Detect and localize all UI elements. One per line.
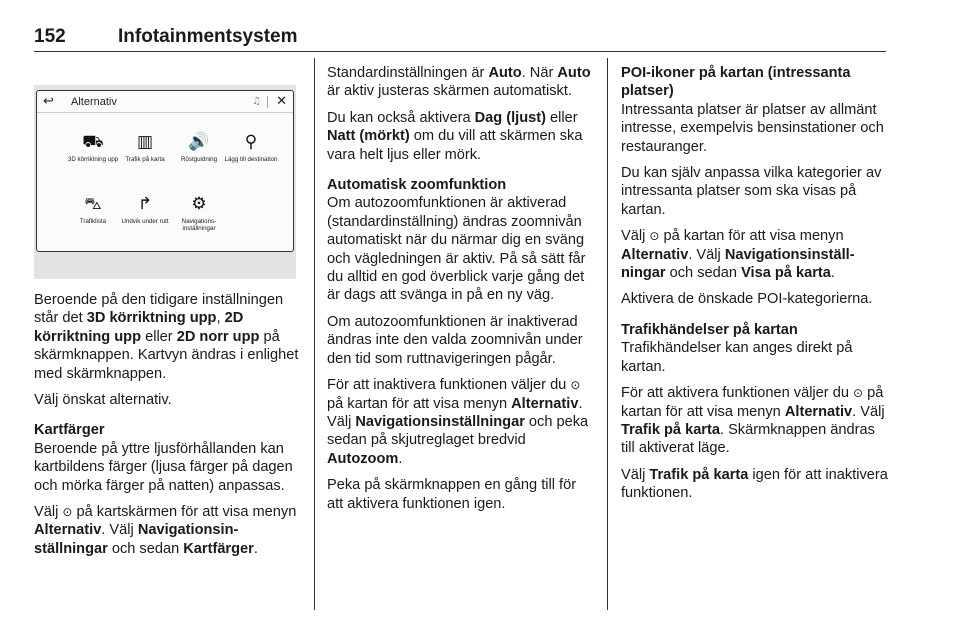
- car-3d-icon: ⛟: [82, 132, 104, 152]
- text: Standardinställningen är: [327, 65, 489, 81]
- paragraph: [327, 376, 595, 468]
- tile-label: Trafik på karta: [125, 156, 165, 163]
- paragraph: [34, 291, 302, 383]
- tile-label: Lägg till destination: [224, 156, 278, 163]
- text: Välj: [621, 228, 650, 245]
- page-header: [34, 26, 884, 52]
- text: Beroende på den tidigare inställningen står det: [34, 292, 284, 327]
- bold-text: Navigationsinställningar: [34, 522, 239, 557]
- options-screen: [36, 90, 294, 252]
- add-destination-icon: ⚲: [244, 132, 258, 152]
- paragraph: Aktivera de önskade POI-kategorierna.: [621, 291, 873, 308]
- text: på kartan för att visa menyn: [327, 395, 512, 412]
- text: . Skärmknappen ändras till aktiverat läge.: [621, 421, 875, 457]
- paragraph: Intressanta platser är platser av allmänt intresse, exempelvis bensinstationer och restauranger.: [621, 101, 884, 155]
- speaker-icon: 🔊: [188, 132, 210, 152]
- tile-trafiklista[interactable]: [65, 193, 121, 225]
- section-heading: Automatisk zoomfunktion: [327, 177, 507, 194]
- bold-text: Alternativ: [621, 246, 689, 263]
- page-title: Infotainmentsystem: [118, 26, 298, 47]
- text: och peka sedan på skjutreglaget bredvid: [327, 413, 589, 449]
- back-icon[interactable]: ↩: [43, 94, 54, 109]
- column-divider: [314, 58, 315, 610]
- paragraph: Välj önskat alternativ.: [34, 392, 172, 409]
- tile-navigationsinstallningar[interactable]: [171, 193, 227, 233]
- text: . Välj: [101, 522, 138, 539]
- text: eller: [546, 109, 578, 126]
- text: är aktiv justeras skärmen automatiskt.: [327, 83, 572, 100]
- options-symbol-icon: ⊙: [570, 378, 581, 393]
- options-symbol-icon: ⊙: [853, 386, 864, 401]
- text: . Välj: [327, 395, 583, 430]
- text: .: [253, 540, 258, 557]
- bold-text: Kartfärger: [183, 540, 254, 557]
- nav-settings-icon: ⚙: [191, 194, 207, 214]
- options-screen-figure: [34, 85, 296, 279]
- avoid-route-icon: ↱: [137, 194, 153, 214]
- text: på kartan för att visa menyn: [659, 228, 844, 245]
- paragraph: Peka på skärmknappen en gång till för att aktivera funktionen igen.: [327, 477, 577, 512]
- bold-text: Trafik på karta: [621, 421, 720, 438]
- text: . När: [521, 65, 558, 81]
- text: ,: [216, 310, 225, 327]
- paragraph: [621, 227, 889, 282]
- bold-text: Autozoom: [327, 450, 399, 467]
- bold-text: Alternativ: [34, 522, 102, 539]
- tile-3d-korriktning-upp[interactable]: [65, 131, 121, 163]
- tile-lagg-till-destination[interactable]: [223, 131, 279, 163]
- tile-rostguidning[interactable]: [171, 131, 227, 163]
- text: på kartan för att visa menyn: [621, 385, 884, 420]
- page-number: 152: [34, 26, 66, 47]
- text: Du kan också aktivera: [327, 109, 475, 126]
- bold-text: Natt (mörkt): [327, 128, 410, 145]
- text: Välj: [34, 504, 63, 521]
- options-symbol-icon: ⊙: [62, 505, 73, 520]
- bold-text: Alternativ: [784, 403, 853, 420]
- screen-title: Alternativ: [71, 95, 117, 108]
- tile-label: Röstguidning: [180, 156, 218, 163]
- text: på skärmknappen. Kartvyn ändras i enlighet med skärmknappen.: [34, 328, 299, 382]
- section-heading: POI-ikoner på kartan (intressanta platser): [621, 65, 851, 100]
- tile-label: Trafiklista: [79, 218, 107, 225]
- traffic-light-icon: ▥: [136, 132, 154, 152]
- section-heading: Kartfärger: [34, 422, 105, 439]
- traffic-list-icon: ⛍: [84, 194, 102, 214]
- paragraph: Du kan själv anpassa vilka kategorier av intressanta platser som ska visas på kartan.: [621, 165, 882, 218]
- bold-text: Trafik på karta: [649, 466, 749, 483]
- close-icon[interactable]: ✕: [276, 94, 287, 109]
- bold-text: 2D körriktning upp: [34, 310, 244, 345]
- text: . Välj: [688, 246, 725, 263]
- tile-label: 3D körriktning upp: [67, 156, 119, 163]
- text: Välj: [621, 466, 650, 483]
- text: eller: [141, 328, 177, 345]
- column-1: [34, 291, 302, 566]
- text: För att aktivera funktionen väljer du: [621, 385, 853, 402]
- text: .: [398, 450, 403, 467]
- text: och sedan: [107, 540, 184, 557]
- text: igen för att inaktivera funktionen.: [621, 466, 888, 502]
- screen-title-bar: [37, 91, 293, 113]
- bold-text: Auto: [557, 65, 591, 81]
- tile-label: Undvik under rutt: [121, 218, 169, 225]
- text: För att inaktivera funktionen väljer du: [327, 377, 571, 394]
- text: och sedan: [665, 265, 742, 282]
- paragraph: Beroende på yttre ljusförhållanden kan kartbildens färger (ljusa färger på dagen och mörka färger på natten) anpassas.: [34, 440, 293, 494]
- column-3: [621, 64, 889, 511]
- options-symbol-icon: ⊙: [649, 229, 660, 244]
- paragraph: [327, 109, 595, 164]
- bold-text: Dag (ljust): [474, 109, 546, 126]
- bold-text: Alternativ: [511, 395, 579, 412]
- paragraph: Om autozoomfunktionen är inaktiverad ändras inte den valda zoomnivån under den tid som ruttnavigeringen pågår.: [327, 313, 583, 367]
- paragraph: Trafikhändelser kan anges direkt på kartan.: [621, 340, 853, 375]
- paragraph: [621, 384, 889, 458]
- text: på kartskärmen för att visa menyn: [72, 504, 297, 521]
- section-heading: Trafikhändelser på kartan: [621, 321, 798, 338]
- header-rule: [34, 51, 886, 52]
- bold-text: 2D norr upp: [176, 328, 260, 345]
- paragraph: [621, 466, 889, 503]
- bold-text: Visa på karta: [741, 265, 831, 282]
- paragraph: Om autozoomfunktionen är aktiverad (standardinställning) ändras zoomnivån automatiskt när du närmar dig en sväng och vägledningen är aktiv. På så sätt får du alltid en god överblick varje gång det är dags att svänga in på en ny väg.: [327, 195, 586, 304]
- bold-text: Navigationsinställningar: [621, 246, 855, 282]
- tile-undvik-under-rutt[interactable]: [117, 193, 173, 225]
- bold-text: Auto: [488, 65, 522, 81]
- bold-text: 3D körriktning upp: [86, 310, 217, 327]
- text: .: [830, 265, 835, 282]
- column-2: [327, 64, 595, 521]
- title-bar-separator: [267, 96, 268, 108]
- bold-text: Navigationsinställningar: [355, 413, 525, 430]
- text: om du vill att skärmen ska vara helt ljus eller mörk.: [327, 128, 583, 163]
- music-icon: ♫: [252, 96, 262, 107]
- column-divider: [607, 58, 608, 610]
- tile-label: Navigations-inställningar: [181, 218, 217, 233]
- tile-trafik-pa-karta[interactable]: [117, 131, 173, 163]
- paragraph: [327, 64, 595, 101]
- paragraph: [34, 503, 302, 558]
- text: . Välj: [852, 403, 885, 420]
